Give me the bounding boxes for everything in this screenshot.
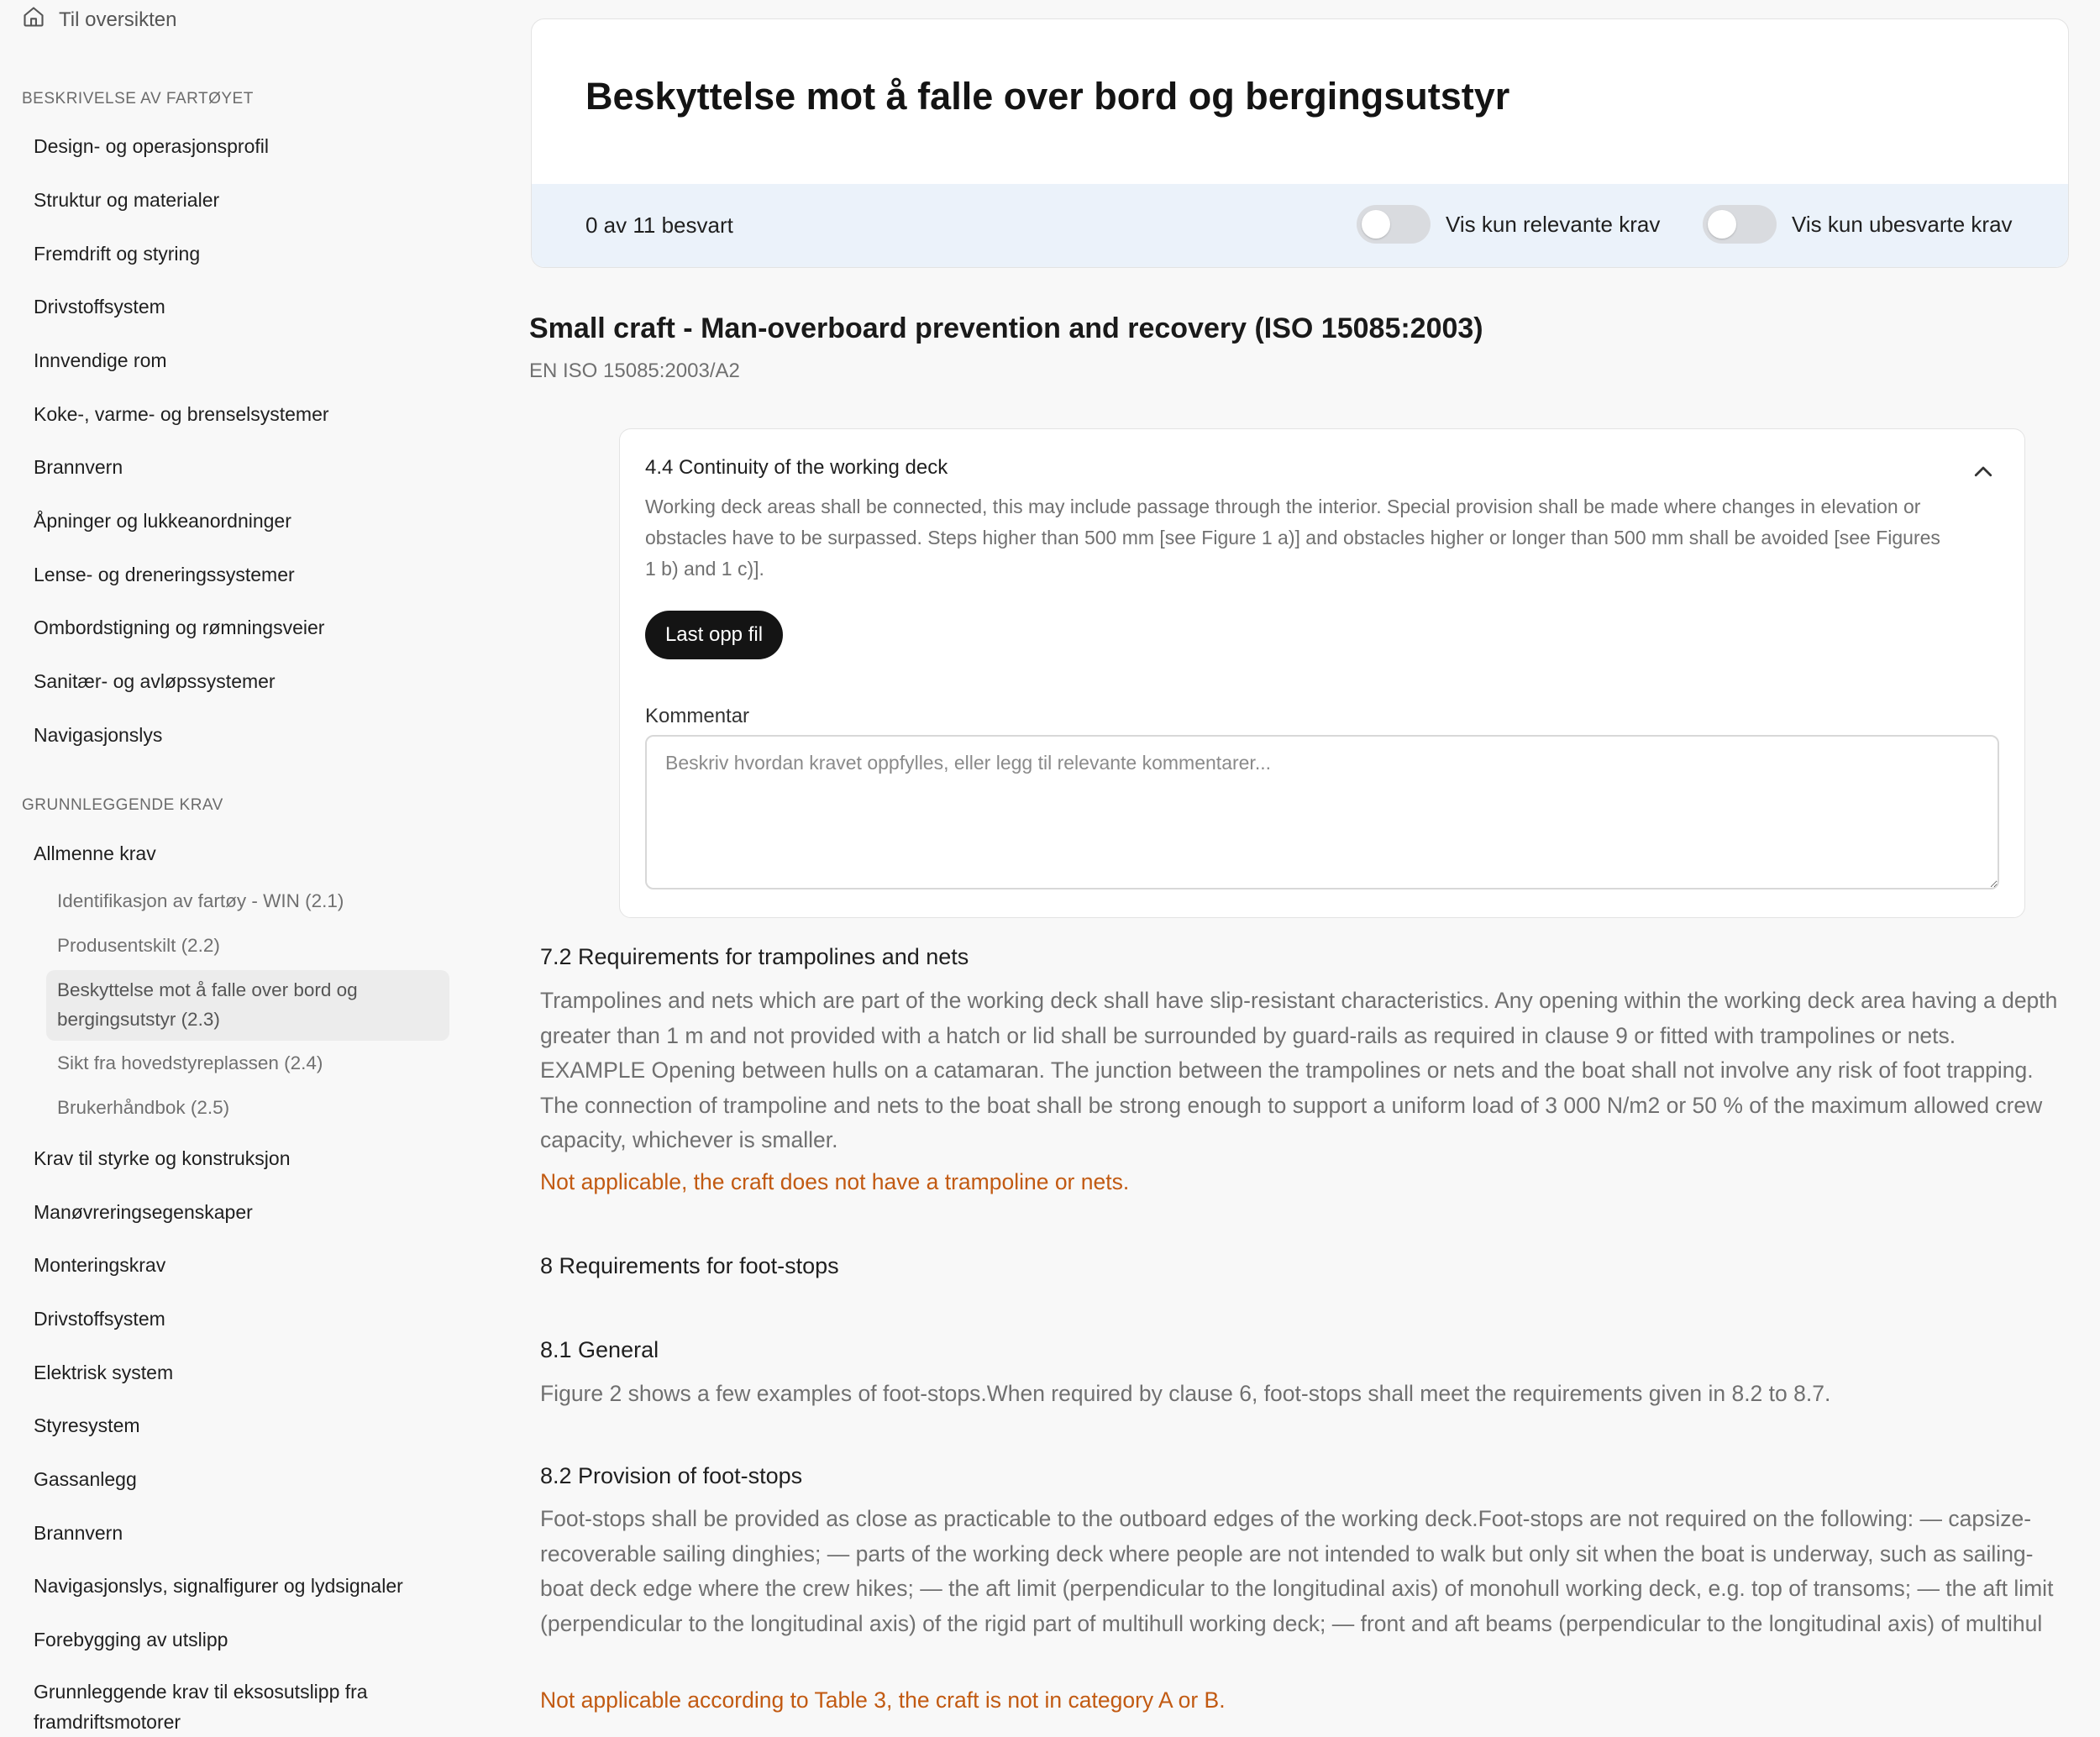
sidebar-item-design-profile[interactable]: Design- og operasjonsprofil (34, 135, 269, 157)
requirement-item[interactable] (540, 1463, 2061, 1489)
sidebar-item-fuel-system[interactable]: Drivstoffsystem (34, 296, 165, 317)
requirement-title: 8.2 Provision of foot-stops (540, 1463, 803, 1488)
sidebar-item-electrical[interactable]: Elektrisk system (34, 1362, 174, 1383)
sidebar-item-cooking-heating[interactable]: Koke-, varme- og brenselsystemer (34, 403, 329, 425)
sidebar (0, 0, 470, 1734)
sidebar-item-navigation-lights[interactable]: Navigasjonslys (34, 724, 163, 746)
comment-field[interactable] (645, 735, 1999, 889)
toggle-label: Vis kun ubesvarte krav (1792, 211, 2013, 237)
sidebar-item-interior-rooms[interactable]: Innvendige rom (34, 349, 167, 371)
standard-reference: EN ISO 15085:2003/A2 (529, 359, 740, 382)
sidebar-item-openings[interactable]: Åpninger og lukkeanordninger (34, 510, 291, 532)
sidebar-item-exhaust[interactable]: Grunnleggende krav til eksosutslipp fra framdriftsmotorer (34, 1681, 368, 1733)
requirement-title: 4.4 Continuity of the working deck (645, 456, 948, 479)
requirement-text: Figure 2 shows a few examples of foot-stops.When required by clause 6, foot-stops shall meet the requirements given in 8.2 to 8.7. (540, 1381, 1831, 1406)
sidebar-item-structure[interactable]: Struktur og materialer (34, 189, 220, 211)
sidebar-subitem-man-overboard-active[interactable] (46, 970, 449, 1041)
requirement-title: 8.1 General (540, 1337, 659, 1362)
requirement-note: Not applicable, the craft does not have a trampoline or nets. (540, 1169, 1130, 1194)
page-title: Beskyttelse mot å falle over bord og bergingsutstyr (585, 75, 1510, 118)
page-header-card (531, 18, 2069, 268)
standard-title: Small craft - Man-overboard prevention and recovery (ISO 15085:2003) (529, 312, 1483, 344)
requirement-item[interactable] (540, 1337, 2061, 1363)
progress-counter: 0 av 11 besvart (585, 213, 733, 238)
toggle-switch[interactable] (1703, 205, 1777, 244)
sidebar-item-gas[interactable]: Gassanlegg (34, 1468, 137, 1490)
section-title-basic-requirements: GRUNNLEGGENDE KRAV (22, 796, 223, 814)
back-to-overview-link[interactable] (22, 5, 176, 34)
sidebar-subitem-win[interactable]: Identifikasjon av fartøy - WIN (2.1) (57, 890, 344, 911)
toggle-label: Vis kun relevante krav (1446, 211, 1661, 237)
requirement-card-expanded (619, 428, 2025, 918)
sidebar-item-fire-protection-2[interactable]: Brannvern (34, 1522, 123, 1544)
toggle-switch[interactable] (1357, 205, 1431, 244)
sidebar-item-sanitary[interactable]: Sanitær- og avløpssystemer (34, 670, 276, 692)
sidebar-item-handling[interactable]: Manøvreringsegenskaper (34, 1201, 253, 1223)
upload-file-button[interactable]: Last opp fil (645, 611, 783, 659)
requirement-title: 8 Requirements for foot-stops (540, 1253, 839, 1278)
relevant-only-toggle[interactable] (1357, 205, 1660, 244)
filter-bar (532, 184, 2068, 267)
requirement-item[interactable] (540, 944, 2061, 970)
requirement-text: Foot-stops shall be provided as close as practicable to the outboard edges of the working deck.Foot-stops are not required on the following: — capsize-recoverable sailing dinghies; — parts of the working deck where people are not intended to walk but only sit when the boat is underway, such as sailing-boat deck edge where the crew hikes; — the aft limit (perpendicular to the longitudinal axis) of monohull working deck, e.g. top of transoms; — the aft limit (perpendicular to the longitudinal axis) of the rigid part of multihull working deck; — front and aft beams (perpendicular to the longitudinal axis) of multihul (540, 1506, 2054, 1636)
requirement-text: Working deck areas shall be connected, this may include passage through the interior. Special provision shall be made where changes in elevation or obstacles have to be surpassed. Steps higher than 500 mm [see Figure 1 a)] and obstacles higher or longer than 500 mm shall be avoided [see Figures 1 b) and 1 c)]. (645, 496, 1940, 580)
sidebar-subitem-visibility[interactable]: Sikt fra hovedstyreplassen (2.4) (57, 1052, 323, 1073)
section-title-vessel-description: BESKRIVELSE AV FARTØYET (22, 90, 254, 108)
sidebar-item-steering[interactable]: Styresystem (34, 1414, 140, 1436)
sidebar-item-signals[interactable]: Navigasjonslys, signalfigurer og lydsignaler (34, 1575, 403, 1597)
home-icon (22, 5, 45, 34)
sidebar-subitem-owners-manual[interactable]: Brukerhåndbok (2.5) (57, 1097, 230, 1118)
requirement-title: 7.2 Requirements for trampolines and nets (540, 944, 969, 969)
sidebar-subitem-builder-plate[interactable]: Produsentskilt (2.2) (57, 935, 220, 956)
comment-label: Kommentar (645, 705, 750, 727)
sidebar-subitem-label: Beskyttelse mot å falle over bord og bergingsutstyr (2.3) (57, 979, 358, 1030)
requirement-text: Trampolines and nets which are part of the working deck shall have slip-resistant characteristics. Any opening within the working deck area having a depth greater than 1 m and not provided with a hatch or lid shall be surrounded by guard-rails as required in clause 9 or fitted with trampolines or nets. EXAMPLE Opening between hulls on a catamaran. The junction between the trampolines or nets and the boat shall not involve any risk of foot trapping. The connection of trampoline and nets to the boat shall be strong enough to support a uniform load of 3 000 N/m2 or 50 % of the maximum allowed crew capacity, whichever is smaller. (540, 988, 2058, 1152)
sidebar-item-installation[interactable]: Monteringskrav (34, 1254, 166, 1276)
chevron-up-icon[interactable] (1971, 459, 1996, 485)
requirement-item[interactable] (540, 1253, 2061, 1279)
sidebar-item-boarding[interactable]: Ombordstigning og rømningsveier (34, 617, 325, 638)
sidebar-item-fuel-system-2[interactable]: Drivstoffsystem (34, 1308, 165, 1330)
requirement-note: Not applicable according to Table 3, the craft is not in category A or B. (540, 1687, 1226, 1713)
sidebar-item-bilge[interactable]: Lense- og dreneringssystemer (34, 564, 295, 585)
sidebar-item-general-requirements[interactable]: Allmenne krav (34, 842, 156, 864)
sidebar-item-strength[interactable]: Krav til styrke og konstruksjon (34, 1147, 291, 1169)
sidebar-item-propulsion[interactable]: Fremdrift og styring (34, 243, 201, 265)
back-link-label: Til oversikten (59, 8, 177, 31)
unanswered-only-toggle[interactable] (1703, 205, 2013, 244)
sidebar-item-discharge[interactable]: Forebygging av utslipp (34, 1629, 228, 1650)
sidebar-item-fire-protection[interactable]: Brannvern (34, 456, 123, 478)
